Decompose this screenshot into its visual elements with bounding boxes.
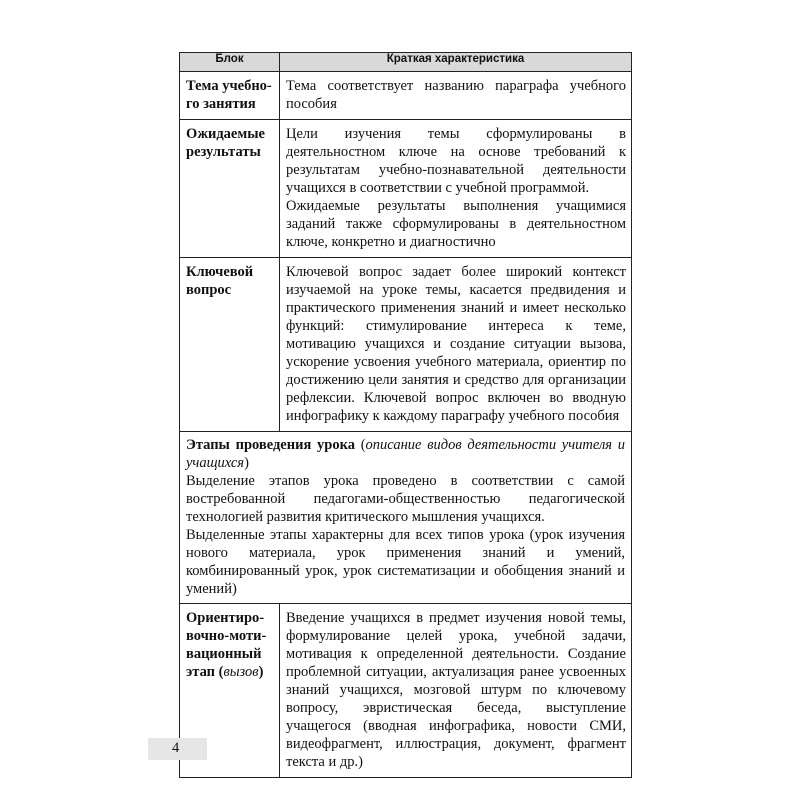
stages-paragraph: Выделение этапов урока проведено в соответствии с самой востребованной педагогами-общественностью педагогической технологией развития критического мышления учащихся.: [186, 473, 625, 525]
description-paragraph: Цели изучения темы сформулированы в деятельностном ключе на основе требований к результатам учебно-познавательной деятельности учащихся в соответствии с учебной программой.: [286, 126, 626, 196]
row-block-label: [180, 258, 280, 432]
row-description: [280, 72, 632, 120]
stages-heading: [186, 436, 625, 472]
row-block-label: [180, 120, 280, 258]
stages-open-paren: (: [354, 437, 366, 453]
table-row: [180, 72, 632, 120]
table-header-row: [180, 53, 632, 72]
stages-subtitle: описание видов деятельности учителя и учащихся: [186, 437, 625, 471]
block-label-text: Ориентиро- вочно-моти- вационный этап (: [186, 610, 267, 680]
table-row: [180, 604, 632, 778]
block-label-close: ): [258, 664, 264, 680]
row-block-label: [180, 72, 280, 120]
table-row-stages: [180, 432, 632, 604]
stages-cell: [180, 432, 632, 604]
description-paragraph: Ключевой вопрос задает более широкий контекст изучаемой на уроке темы, касается предвидения и практического применения знаний и имеет несколько функций: стимулирование интереса к теме, мотивацию учащихся и создание ситуации вызова, ускорение усвоения учебного материала, ориентир по достижению цели занятия и средство для организации рефлексии. Ключевой вопрос включен во вводную инфографику к каждому параграфу учебного пособия: [286, 264, 626, 424]
stages-paragraph: Выделенные этапы характерны для всех типов урока (урок изучения нового материала, урок применения знаний и умений, комбинированный урок, урок систематизации и обобщения знаний и умений): [186, 527, 625, 597]
row-description: [280, 604, 632, 778]
row-description: [280, 120, 632, 258]
description-paragraph: Ожидаемые результаты выполнения учащимися заданий также сформулированы в деятельностном ключе, конкретно и диагностично: [286, 198, 626, 250]
block-label-italic: вызов: [223, 664, 259, 680]
block-label-text: Тема учебно- го занятия: [186, 78, 272, 112]
page-number-box: [148, 738, 207, 760]
table-row: [180, 258, 632, 432]
block-label-text: Ожидаемые результаты: [186, 126, 265, 160]
page-number: 4: [172, 740, 180, 756]
header-description: Краткая характеристика: [280, 53, 632, 72]
table-row: [180, 120, 632, 258]
block-label-text: Ключевой вопрос: [186, 264, 254, 298]
stages-close-paren: ): [244, 455, 249, 471]
description-paragraph: Введение учащихся в предмет изучения новой темы, формулирование целей урока, учебной задачи, мотивация к определенной деятельности. Создание проблемной ситуации, актуализация ранее усвоенных знаний учащихся, мозговой штурм по ключевому вопросу, эвристическая беседа, выступление учащегося (вводная инфографика, новости СМИ, видеофрагмент, иллюстрация, документ, фрагмент текста и др.): [286, 610, 626, 770]
row-description: [280, 258, 632, 432]
stages-title: Этапы проведения урока: [186, 437, 355, 453]
description-paragraph: Тема соответствует названию параграфа учебного пособия: [286, 78, 626, 112]
characteristics-table: [179, 52, 632, 778]
header-block: Блок: [180, 53, 280, 72]
